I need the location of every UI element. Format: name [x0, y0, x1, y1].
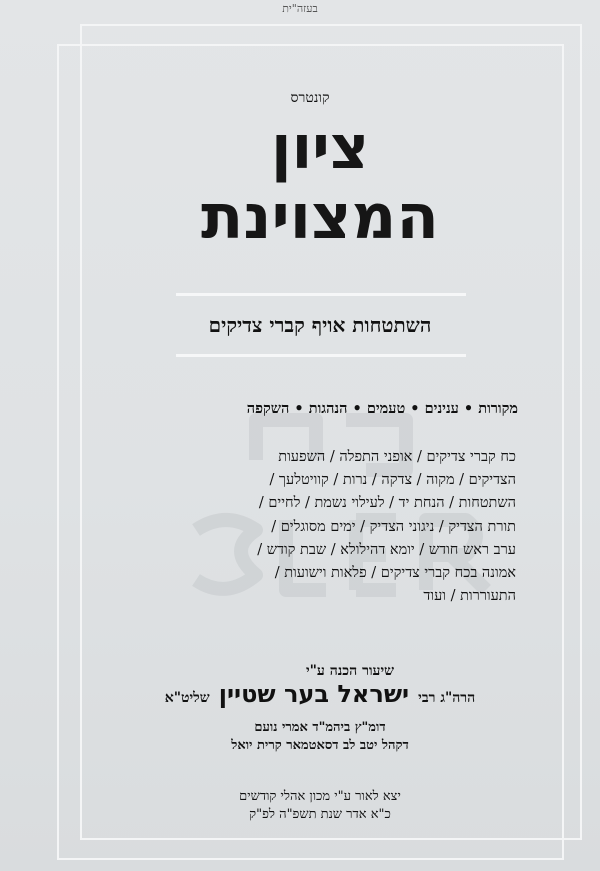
topics-line: מקורות • ענינים • טעמים • הנהגות • השקפה	[246, 400, 518, 417]
rav-suffix: שליט"א	[164, 690, 210, 706]
rav-name: ישראל בער שטיין	[218, 680, 410, 708]
contents-line: הצדיקים / מקוה / צדקה / נרות / קוויטלעך /	[269, 472, 516, 489]
subtitle: השתטחות אויף קברי צדיקים	[208, 313, 432, 337]
divider-bottom	[176, 354, 466, 357]
title-line-1: ציון	[270, 113, 370, 183]
divider-top	[176, 293, 466, 296]
shiur-line: שיעור הכנה ע"י	[305, 663, 395, 679]
contents-line: כח קברי צדיקים / אופני התפלה / השפעות	[278, 449, 516, 465]
publication-date-line: כ"א אדר שנת תשפ"ה לפ"ק	[249, 807, 391, 822]
rav-prefix: הרה"ג רבי	[418, 690, 476, 706]
contents-list	[96, 446, 516, 608]
contents-line: השתטחות / הנחת יד / לעילוי נשמת / לחיים /	[258, 495, 516, 512]
kuntres-label: קונטרס	[290, 90, 330, 106]
contents-line: תורת הצדיק / ניגוני הצדיק / ימים מסוגלים /	[271, 518, 516, 535]
contents-line: אמונה בכח קברי צדיקים / פלאות וישועות /	[274, 565, 516, 582]
top-bleed-text: בעזה"ית	[282, 2, 318, 15]
rav-role-line-1: דומ"ץ ביהמ"ד אמרי נועם	[254, 720, 386, 735]
contents-line: התעוררות / ועוד	[423, 588, 516, 605]
publisher-line: יצא לאור ע"י מכון אהלי קודשים	[239, 789, 401, 804]
rav-line	[0, 680, 600, 708]
contents-line: ערב ראש חודש / יומא דהילולא / שבת קודש /	[257, 541, 516, 558]
title-line-2: המצוינת	[201, 180, 439, 253]
rav-role-line-2: דקהל יטב לב דסאטמאר קרית יואל	[231, 738, 409, 753]
